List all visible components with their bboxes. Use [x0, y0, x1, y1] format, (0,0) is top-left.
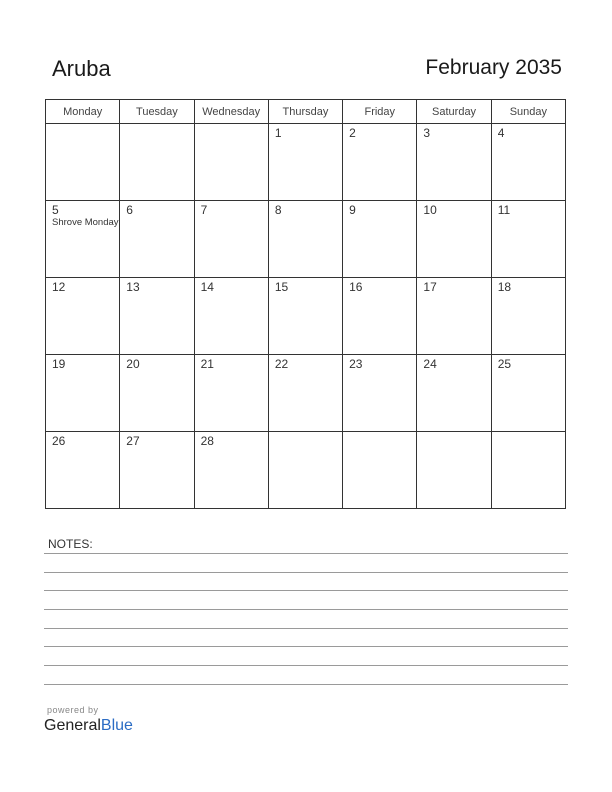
- day-cell: [194, 355, 268, 432]
- day-number: 7: [200, 203, 208, 217]
- day-number: 5: [52, 203, 59, 217]
- brand-general: General: [44, 717, 101, 734]
- day-number: 9: [349, 203, 356, 217]
- day-cell: [194, 432, 268, 509]
- day-number: 14: [200, 280, 214, 294]
- day-number: [46, 124, 119, 127]
- day-number: 28: [200, 434, 214, 448]
- day-cell: [268, 201, 342, 278]
- day-cell: [343, 201, 417, 278]
- day-cell: [194, 278, 268, 355]
- day-cell: [46, 432, 120, 509]
- day-cell: [120, 355, 194, 432]
- day-number: [195, 124, 268, 127]
- day-number: 12: [52, 280, 66, 294]
- day-number: 22: [274, 357, 289, 371]
- day-number: 24: [423, 357, 437, 371]
- note-line: [44, 553, 568, 554]
- day-number: 23: [349, 357, 363, 371]
- day-cell: [343, 432, 417, 509]
- week-row: [46, 432, 566, 509]
- day-cell: [268, 278, 342, 355]
- day-cell: [343, 355, 417, 432]
- day-number: 16: [349, 280, 363, 294]
- day-cell: [46, 355, 120, 432]
- day-cell: [417, 278, 491, 355]
- note-line: [44, 609, 568, 610]
- day-number: 18: [497, 280, 512, 294]
- day-number: 19: [52, 357, 66, 371]
- note-line: [44, 628, 568, 629]
- weekday-header-row: [46, 100, 566, 124]
- weekday-monday: Monday: [46, 100, 120, 124]
- powered-by-text: powered by: [47, 705, 99, 715]
- weekday-tuesday: Tuesday: [120, 100, 194, 124]
- day-number: 26: [52, 434, 66, 448]
- day-cell: [120, 432, 194, 509]
- weekday-friday: Friday: [343, 100, 417, 124]
- day-cell: [417, 124, 491, 201]
- day-number: 10: [423, 203, 437, 217]
- day-cell: [120, 201, 194, 278]
- day-cell: [194, 201, 268, 278]
- day-number: 6: [126, 203, 133, 217]
- country-title: Aruba: [52, 56, 111, 81]
- day-cell: [417, 201, 491, 278]
- weekday-sunday: Sunday: [491, 100, 565, 124]
- day-number: 17: [423, 280, 437, 294]
- day-cell: [194, 124, 268, 201]
- note-line: [44, 665, 568, 666]
- day-cell: [268, 355, 342, 432]
- day-cell: [268, 432, 342, 509]
- day-cell: [46, 278, 120, 355]
- day-number: 8: [274, 203, 282, 217]
- week-row: [46, 201, 566, 278]
- calendar-grid: [45, 99, 566, 509]
- day-cell: [120, 124, 194, 201]
- day-number: [417, 432, 490, 435]
- day-number: 21: [200, 357, 214, 371]
- note-line: [44, 590, 568, 591]
- weekday-saturday: Saturday: [417, 100, 491, 124]
- day-cell: [491, 124, 565, 201]
- note-line: [44, 572, 568, 573]
- week-row: [46, 124, 566, 201]
- week-row: [46, 278, 566, 355]
- day-number: 13: [126, 280, 140, 294]
- day-number: 15: [274, 280, 289, 294]
- notes-label: NOTES:: [48, 537, 93, 551]
- day-number: [269, 432, 342, 435]
- day-number: [120, 124, 193, 127]
- day-number: 2: [349, 126, 356, 140]
- month-year-title: February 2035: [425, 56, 562, 79]
- day-cell: [268, 124, 342, 201]
- day-cell: [491, 201, 565, 278]
- day-cell: [491, 278, 565, 355]
- weekday-thursday: Thursday: [268, 100, 342, 124]
- day-number: 1: [274, 126, 282, 140]
- day-cell: [343, 124, 417, 201]
- day-number: 11: [497, 203, 511, 217]
- day-number: 25: [497, 357, 512, 371]
- day-number: [343, 432, 416, 435]
- day-number: 3: [423, 126, 431, 140]
- day-number: [492, 432, 565, 435]
- note-line: [44, 646, 568, 647]
- day-cell: [491, 355, 565, 432]
- note-line: [44, 684, 568, 685]
- day-number: 4: [497, 126, 505, 140]
- day-cell: [46, 201, 120, 278]
- day-cell: [343, 278, 417, 355]
- day-cell: [417, 432, 491, 509]
- day-number: 20: [126, 357, 140, 371]
- holiday-label: Shrove Monday: [52, 217, 119, 228]
- weekday-wednesday: Wednesday: [194, 100, 268, 124]
- brand-blue: Blue: [100, 717, 133, 734]
- day-cell: [120, 278, 194, 355]
- generalblue-logo: [44, 717, 133, 735]
- day-number: 27: [126, 434, 140, 448]
- day-cell: [417, 355, 491, 432]
- week-row: [46, 355, 566, 432]
- day-cell: [46, 124, 120, 201]
- day-cell: [491, 432, 565, 509]
